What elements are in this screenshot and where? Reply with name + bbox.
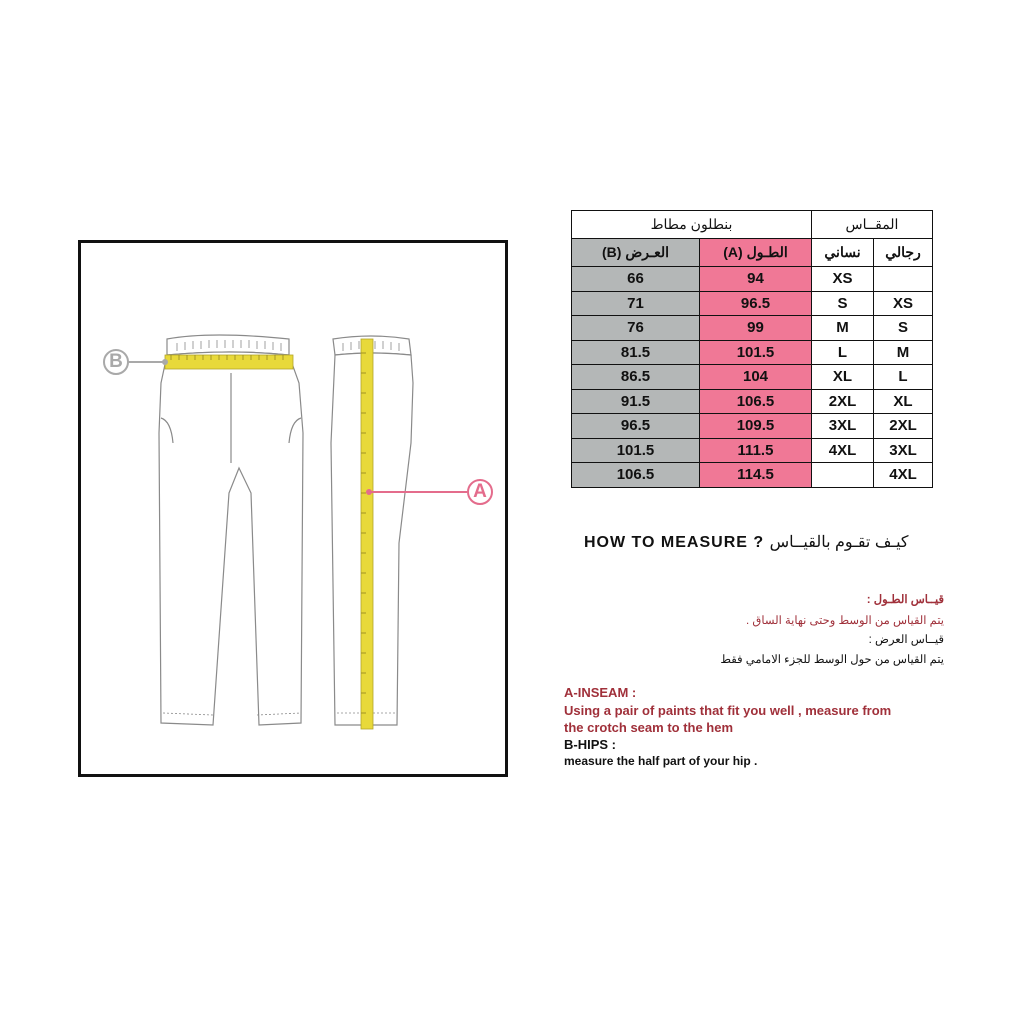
header-product: بنطلون مطاط	[572, 211, 812, 239]
cell-length: 106.5	[700, 389, 812, 414]
how-to-measure-en: HOW TO MEASURE ?	[584, 534, 765, 551]
hip-measure-band	[165, 355, 293, 369]
cell-women: 4XL	[812, 438, 874, 463]
col-header-width: العـرض (B)	[572, 239, 700, 267]
table-row	[572, 414, 933, 439]
cell-women: 3XL	[812, 414, 874, 439]
en-hips-text: measure the half part of your hip .	[564, 754, 758, 768]
cell-length: 94	[700, 267, 812, 292]
cell-men: L	[874, 365, 933, 390]
col-header-women: نساني	[812, 239, 874, 267]
cell-width: 101.5	[572, 438, 700, 463]
col-header-men: رجالي	[874, 239, 933, 267]
ar-width-title: قيــاس العرض :	[868, 634, 944, 646]
ar-length-title: قيــاس الطـول :	[866, 594, 944, 606]
cell-width: 81.5	[572, 340, 700, 365]
cell-width: 66	[572, 267, 700, 292]
size-table	[571, 210, 933, 488]
pants-illustration	[81, 243, 511, 780]
header-size: المقــاس	[812, 211, 933, 239]
en-inseam-text-1: Using a pair of paints that fit you well , measure from	[564, 703, 892, 718]
table-row	[572, 340, 933, 365]
cell-men: XL	[874, 389, 933, 414]
cell-length: 109.5	[700, 414, 812, 439]
cell-width: 86.5	[572, 365, 700, 390]
cell-men: M	[874, 340, 933, 365]
cell-length: 96.5	[700, 291, 812, 316]
table-header-row	[572, 211, 933, 239]
cell-men: 2XL	[874, 414, 933, 439]
how-to-measure-ar: كيـف تقـوم بالقيــاس	[769, 534, 909, 551]
table-row	[572, 438, 933, 463]
ar-width-text: يتم القياس من حول الوسط للجزء الامامي فقط	[720, 654, 944, 666]
cell-width: 106.5	[572, 463, 700, 488]
col-header-length: الطـول (A)	[700, 239, 812, 267]
ar-length-text: يتم القياس من الوسط وحتى نهاية الساق .	[746, 615, 944, 627]
table-row	[572, 463, 933, 488]
cell-men: 3XL	[874, 438, 933, 463]
en-inseam-title: A-INSEAM :	[564, 685, 637, 700]
cell-width: 76	[572, 316, 700, 341]
cell-women: L	[812, 340, 874, 365]
cell-length: 111.5	[700, 438, 812, 463]
table-row	[572, 365, 933, 390]
how-to-measure-heading	[584, 532, 909, 552]
cell-women: S	[812, 291, 874, 316]
callout-a: A	[467, 479, 493, 505]
cell-length: 99	[700, 316, 812, 341]
cell-width: 96.5	[572, 414, 700, 439]
cell-women	[812, 463, 874, 488]
table-column-header-row	[572, 239, 933, 267]
en-inseam-text-2: the crotch seam to the hem	[564, 720, 734, 735]
cell-width: 91.5	[572, 389, 700, 414]
table-row	[572, 389, 933, 414]
table-row	[572, 316, 933, 341]
cell-men: 4XL	[874, 463, 933, 488]
table-row	[572, 291, 933, 316]
cell-men: S	[874, 316, 933, 341]
cell-width: 71	[572, 291, 700, 316]
cell-women: XL	[812, 365, 874, 390]
cell-women: 2XL	[812, 389, 874, 414]
cell-men: XS	[874, 291, 933, 316]
table-row	[572, 267, 933, 292]
inseam-measure-band	[361, 339, 373, 729]
en-hips-title: B-HIPS :	[564, 737, 616, 752]
cell-length: 101.5	[700, 340, 812, 365]
cell-men	[874, 267, 933, 292]
cell-length: 114.5	[700, 463, 812, 488]
cell-women: XS	[812, 267, 874, 292]
cell-women: M	[812, 316, 874, 341]
pants-diagram	[78, 240, 508, 777]
callout-b: B	[103, 349, 129, 375]
cell-length: 104	[700, 365, 812, 390]
